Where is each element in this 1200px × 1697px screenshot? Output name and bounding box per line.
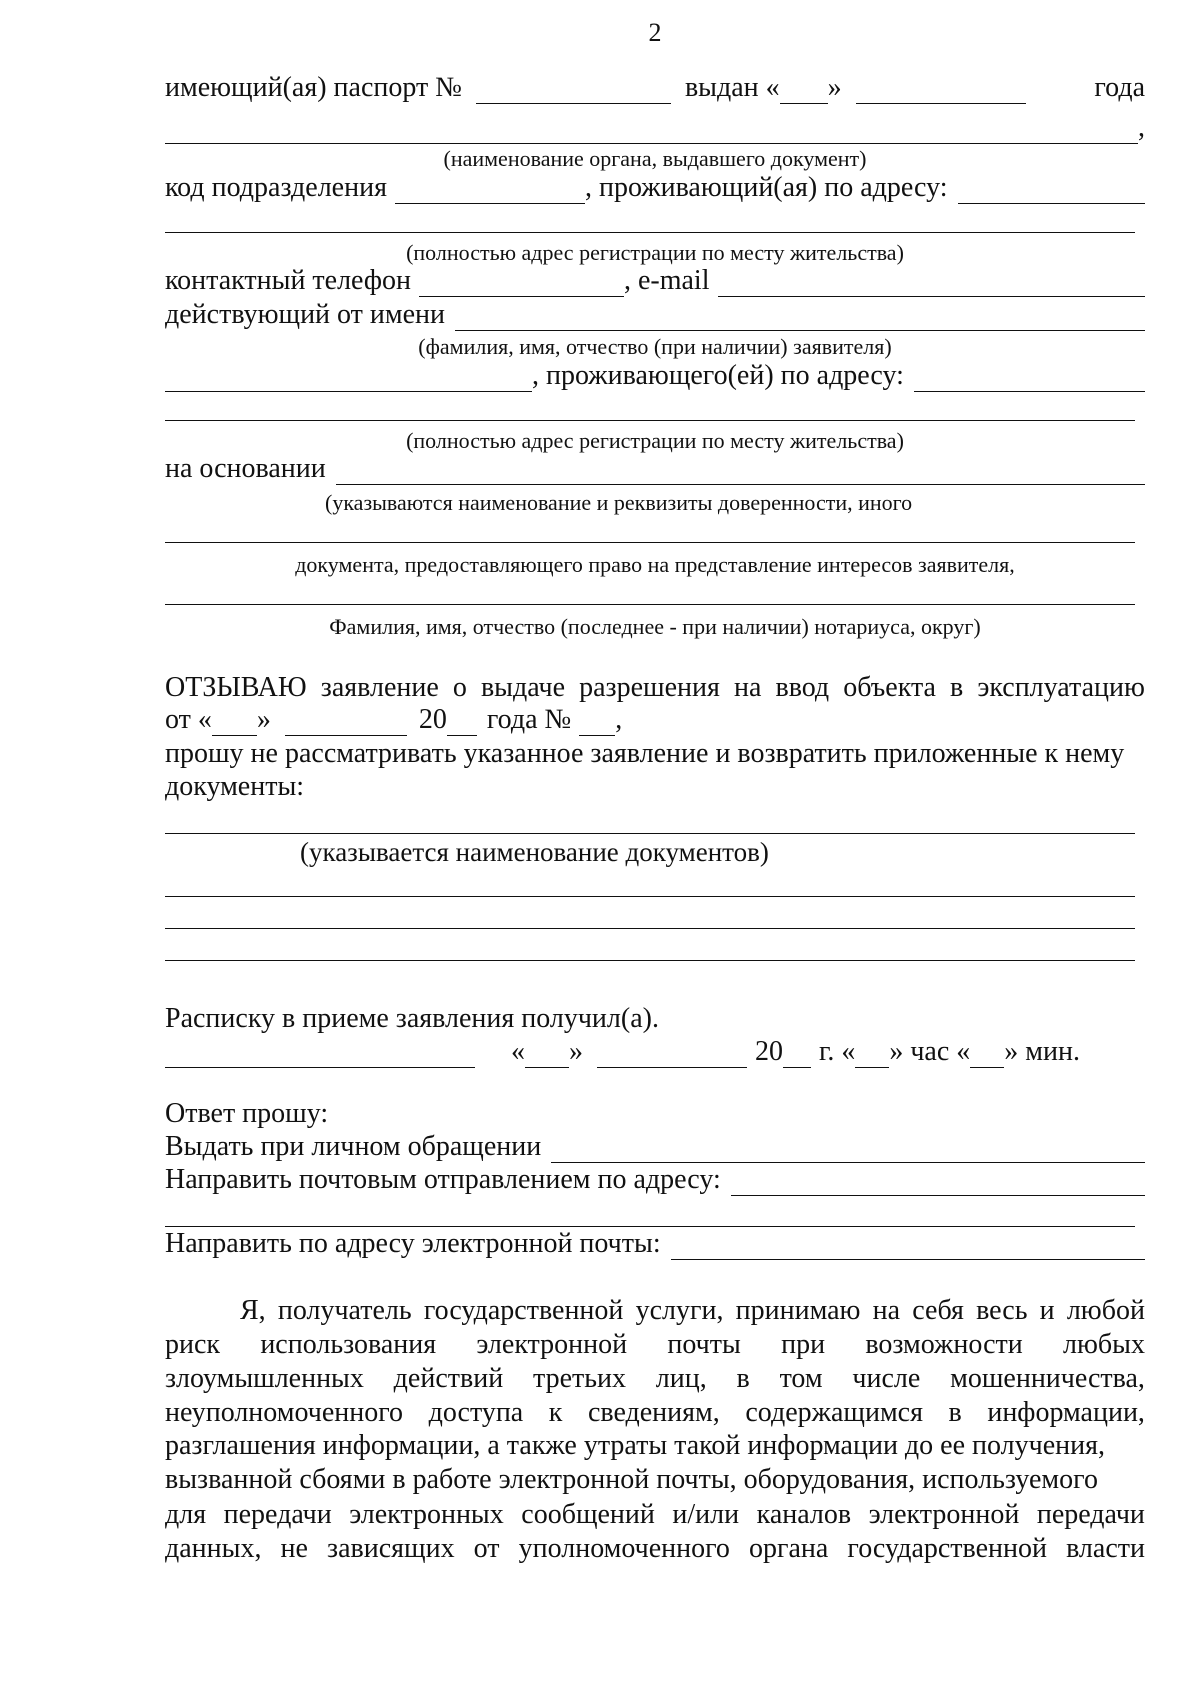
risk-line-1-word-3: государственной: [423, 1295, 624, 1326]
risk-line-6: [165, 1464, 1145, 1496]
issued-close-quote: »: [827, 72, 842, 103]
answer-postal-field-2[interactable]: [165, 1226, 1135, 1227]
risk-line-3-word-6: том: [779, 1363, 823, 1394]
receipt-year-prefix: 20: [755, 1036, 783, 1067]
revoke-statement-line-1: [165, 671, 1145, 705]
email-label: , e-mail: [623, 265, 710, 296]
answer-email-label: Направить по адресу электронной почты:: [165, 1228, 661, 1259]
documents-field-3[interactable]: [165, 928, 1135, 929]
receipt-close-quote: »: [569, 1036, 583, 1067]
phone-field[interactable]: [419, 270, 624, 297]
answer-email-field[interactable]: [671, 1233, 1145, 1260]
risk-line-2-word-2: использования: [260, 1329, 437, 1360]
applicant-address-field-1[interactable]: [914, 365, 1145, 392]
answer-title: Ответ прошу:: [165, 1098, 329, 1129]
risk-line-1-word-9: и: [1039, 1295, 1055, 1326]
answer-personal-line: [165, 1131, 1145, 1163]
phone-label: контактный телефон: [165, 265, 411, 296]
risk-line-1-word-2: получатель: [277, 1295, 412, 1326]
caption-basis-3: Фамилия, имя, отчество (последнее - при наличии) нотариуса, округ): [329, 614, 981, 639]
email-field[interactable]: [718, 270, 1146, 297]
basis-label: на основании: [165, 453, 326, 484]
contact-line: [165, 265, 1145, 297]
passport-number-field[interactable]: [476, 77, 671, 104]
risk-line-1-word-4: услуги,: [635, 1295, 724, 1326]
basis-field-3[interactable]: [165, 604, 1135, 605]
issued-day-field[interactable]: [780, 77, 828, 104]
residing-label: , проживающий(ая) по адресу:: [584, 172, 948, 203]
residing-address-field-2[interactable]: [165, 232, 1135, 233]
receipt-day-field[interactable]: [525, 1041, 569, 1068]
risk-line-2-word-4: почты: [667, 1329, 741, 1360]
risk-line-4-word-6: в: [948, 1397, 962, 1428]
risk-line-1-word-6: на: [872, 1295, 901, 1326]
answer-title-line: [165, 1098, 1145, 1130]
caption-basis-1: (указываются наименование и реквизиты доверенности, иного: [325, 490, 913, 515]
receipt-open-quote: «: [511, 1036, 525, 1067]
risk-line-8-word-5: уполномоченного: [518, 1533, 730, 1564]
risk-line-7-word-3: электронных: [349, 1499, 504, 1530]
risk-line-4-word-2: доступа: [428, 1397, 524, 1428]
revoke-line-1-word-3: о: [452, 672, 467, 703]
passport-line: [165, 72, 1145, 104]
revoke-request-text: прошу не рассматривать указанное заявление и возвратить приложенные к нему: [165, 738, 1125, 769]
risk-line-5: [165, 1430, 1145, 1462]
issuing-authority-line: [165, 112, 1145, 144]
receipt-minute-field[interactable]: [970, 1041, 1004, 1068]
answer-personal-label: Выдать при личном обращении: [165, 1131, 542, 1162]
risk-line-4-word-1: неуполномоченного: [165, 1397, 404, 1428]
risk-line-2-word-5: при: [781, 1329, 826, 1360]
risk-line-1-word-1: Я,: [240, 1295, 266, 1326]
revoke-line-1-word-6: на: [733, 672, 762, 703]
revoke-line-1-word-4: выдаче: [480, 672, 566, 703]
revoke-from-label: от «: [165, 704, 212, 735]
risk-line-4-word-5: содержащимся: [745, 1397, 923, 1428]
revoke-day-field[interactable]: [212, 709, 257, 736]
risk-line-3-word-2: действий: [393, 1363, 504, 1394]
receipt-minute-label: » мин.: [1004, 1036, 1080, 1067]
revoke-number-label: года №: [486, 704, 572, 735]
documents-field-1[interactable]: [165, 833, 1135, 834]
risk-line-8-word-7: государственной: [847, 1533, 1047, 1564]
applicant-residing-label: , проживающего(ей) по адресу:: [532, 360, 904, 391]
revoke-year-prefix: 20: [418, 704, 447, 735]
risk-line-2-word-3: электронной: [476, 1329, 628, 1360]
risk-line-8-word-3: зависящих: [327, 1533, 455, 1564]
revoke-request-line: [165, 738, 1145, 770]
revoke-month-field[interactable]: [285, 709, 407, 736]
revoke-year-field[interactable]: [447, 709, 477, 736]
revoke-line-1-word-1: ОТЗЫВАЮ: [165, 672, 307, 703]
answer-postal-line: [165, 1164, 1145, 1196]
risk-line-7: [165, 1498, 1145, 1532]
risk-line-3-word-4: лиц,: [655, 1363, 707, 1394]
receipt-hour-label: » час «: [889, 1036, 971, 1067]
risk-line-1-word-7: себя: [912, 1295, 964, 1326]
revoke-line-1-word-5: разрешения: [579, 672, 720, 703]
receipt-signature-line: [165, 1036, 1145, 1068]
residing-address-field-1[interactable]: [958, 177, 1145, 204]
risk-line-1: [240, 1295, 1145, 1327]
risk-line-3: [165, 1362, 1145, 1396]
risk-line-8-word-4: от: [473, 1533, 500, 1564]
caption-issuing-authority: (наименование органа, выдавшего документ): [443, 146, 867, 171]
risk-line-7-word-2: передачи: [223, 1499, 332, 1530]
risk-line-1-word-10: любой: [1066, 1295, 1145, 1326]
answer-email-line: [165, 1228, 1145, 1260]
caption-residence-address-2: (полностью адрес регистрации по месту жительства): [406, 428, 904, 453]
page-number: 2: [648, 18, 662, 47]
receipt-hour-field[interactable]: [855, 1041, 889, 1068]
risk-line-8-word-8: власти: [1066, 1533, 1145, 1564]
risk-line-7-word-8: передачи: [1036, 1499, 1145, 1530]
answer-postal-field-1[interactable]: [731, 1169, 1145, 1196]
receipt-year-field[interactable]: [783, 1041, 811, 1068]
risk-line-7-word-6: каналов: [756, 1499, 852, 1530]
acting-on-behalf-line: [165, 299, 1145, 331]
risk-line-7-word-5: и/или: [672, 1499, 740, 1530]
revoke-documents-line: [165, 771, 1145, 803]
risk-line-8-word-2: не: [280, 1533, 308, 1564]
risk-line-7-word-7: электронной: [868, 1499, 1020, 1530]
issuing-authority-comma: ,: [1138, 112, 1145, 143]
revoke-date-line: [165, 704, 1145, 736]
risk-line-2-word-6: возможности: [865, 1329, 1023, 1360]
receipt-title-line: [165, 1003, 1145, 1035]
issued-month-field[interactable]: [856, 77, 1026, 104]
year-label: года: [1094, 72, 1145, 103]
documents-field-4[interactable]: [165, 960, 1135, 961]
risk-line-4-word-7: информации,: [987, 1397, 1145, 1428]
caption-residence-address-1: (полностью адрес регистрации по месту жительства): [406, 240, 904, 265]
risk-line-7-word-4: сообщений: [521, 1499, 655, 1530]
passport-label: имеющий(ая) паспорт №: [165, 72, 462, 103]
answer-personal-field[interactable]: [551, 1136, 1145, 1163]
issued-label: выдан «: [684, 72, 780, 103]
receipt-title: Расписку в приеме заявления получил(а).: [165, 1003, 659, 1034]
revoke-line-1-word-2: заявление: [320, 672, 439, 703]
caption-applicant-name: (фамилия, имя, отчество (при наличии) заявителя): [418, 334, 892, 359]
applicant-residing-line: [165, 360, 1145, 392]
revoke-line-1-word-10: эксплуатацию: [977, 672, 1145, 703]
division-code-label: код подразделения: [165, 172, 387, 203]
caption-documents: (указывается наименование документов): [300, 837, 769, 867]
revoke-close-quote: »: [256, 704, 271, 735]
risk-line-8: [165, 1532, 1145, 1566]
receipt-signature-field[interactable]: [165, 1041, 475, 1068]
risk-line-4: [165, 1396, 1145, 1430]
risk-line-8-word-6: органа: [749, 1533, 829, 1564]
basis-line: [165, 453, 1145, 485]
revoke-line-1-word-9: в: [950, 672, 964, 703]
risk-line-2-word-7: любых: [1063, 1329, 1145, 1360]
risk-line-2: [165, 1328, 1145, 1362]
division-code-line: [165, 172, 1145, 204]
risk-line-3-word-3: третьих: [532, 1363, 626, 1394]
risk-text-5: разглашения информации, а также утраты такой информации до ее получения,: [165, 1430, 1105, 1461]
receipt-hour-open: г. «: [819, 1036, 856, 1067]
basis-field-1[interactable]: [336, 458, 1145, 485]
applicant-address-field-2[interactable]: [165, 420, 1135, 421]
acting-on-behalf-label: действующий от имени: [165, 299, 445, 330]
risk-line-3-word-7: числе: [852, 1363, 921, 1394]
revoke-comma: ,: [615, 704, 623, 735]
risk-line-1-word-8: весь: [976, 1295, 1028, 1326]
revoke-line-1-word-7: ввод: [775, 672, 830, 703]
risk-line-3-word-5: в: [736, 1363, 750, 1394]
documents-field-2[interactable]: [165, 896, 1135, 897]
risk-line-1-word-5: принимаю: [735, 1295, 861, 1326]
revoke-documents-label: документы:: [165, 771, 305, 802]
receipt-month-field[interactable]: [597, 1041, 747, 1068]
issuing-authority-field[interactable]: [165, 117, 1138, 144]
applicant-name-field[interactable]: [455, 304, 1145, 331]
caption-documents-line: [300, 836, 1000, 868]
risk-line-7-word-1: для: [165, 1499, 207, 1530]
risk-line-4-word-3: к: [548, 1397, 563, 1428]
risk-line-2-word-1: риск: [165, 1329, 221, 1360]
revoke-line-1-word-8: объекта: [843, 672, 936, 703]
risk-text-1: [240, 1295, 1145, 1327]
basis-field-2[interactable]: [165, 542, 1135, 543]
risk-line-8-word-1: данных,: [165, 1533, 262, 1564]
risk-line-3-word-8: мошенничества,: [950, 1363, 1145, 1394]
risk-line-3-word-1: злоумышленных: [165, 1363, 364, 1394]
risk-line-4-word-4: сведениям,: [587, 1397, 720, 1428]
risk-text-6: вызванной сбоями в работе электронной почты, оборудования, используемого: [165, 1464, 1098, 1495]
applicant-name-field-2[interactable]: [165, 365, 532, 392]
division-code-field[interactable]: [395, 177, 585, 204]
answer-postal-label: Направить почтовым отправлением по адресу:: [165, 1164, 721, 1195]
caption-basis-2: документа, предоставляющего право на представление интересов заявителя,: [295, 552, 1015, 577]
revoke-number-field[interactable]: [579, 709, 615, 736]
